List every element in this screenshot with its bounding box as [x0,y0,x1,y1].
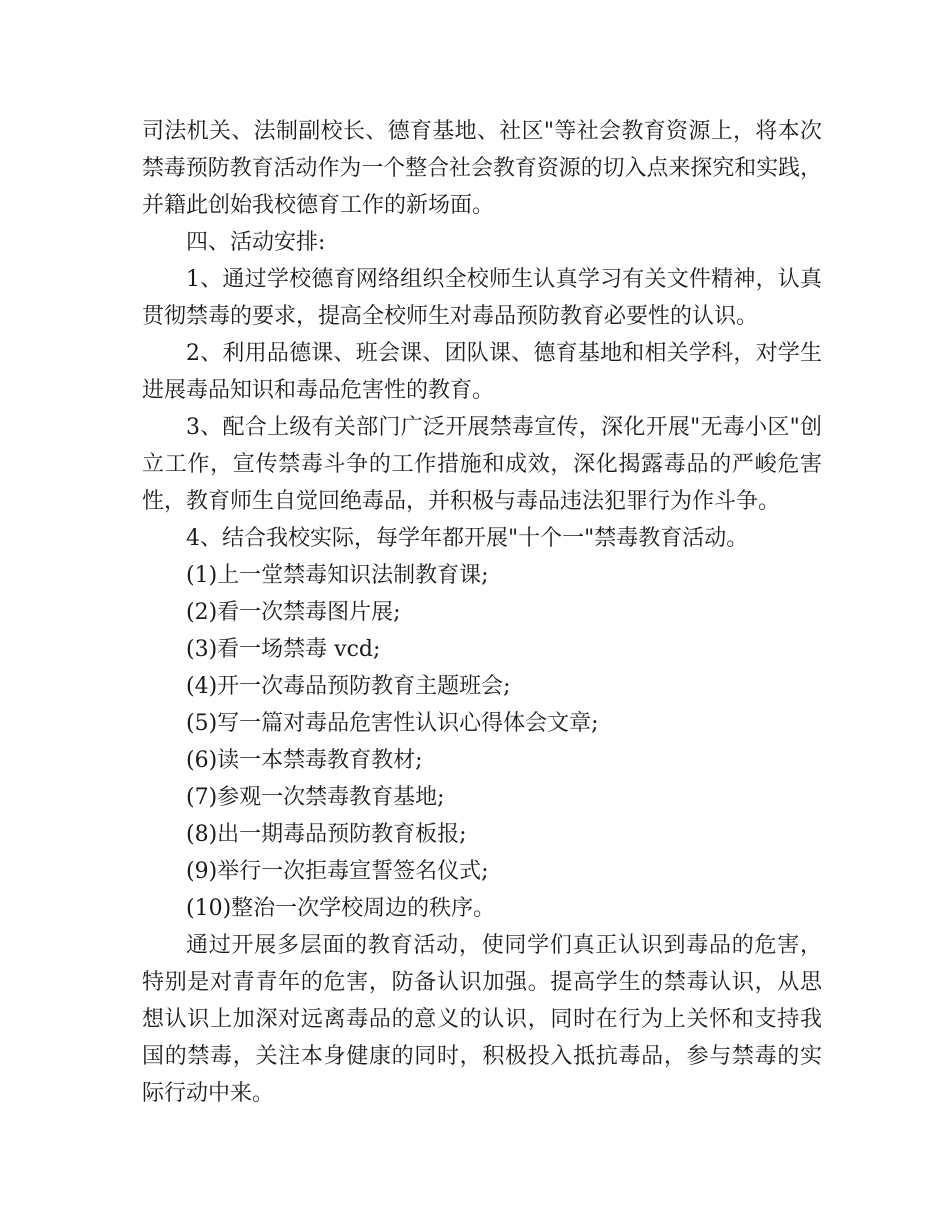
paragraph-line: 特别是对青青年的危害，防备认识加强。提高学生的禁毒认识，从思 [142,970,822,995]
sub-list-item: (1)上一堂禁毒知识法制教育课; [186,563,489,588]
section-heading: 四、活动安排: [186,230,326,255]
sub-list-item: (2)看一次禁毒图片展; [186,600,401,625]
sub-list-item: (4)开一次毒品预防教育主题班会; [186,674,511,699]
sub-list-item: (6)读一本禁毒教育教材; [186,748,423,773]
paragraph-line: 并籍此创始我校德育工作的新场面。 [142,193,495,218]
list-item-line: 1、通过学校德育网络组织全校师生认真学习有关文件精神，认真 [186,267,822,292]
list-item-line: 立工作，宣传禁毒斗争的工作措施和成效，深化揭露毒品的严峻危害 [142,452,822,477]
sub-list-item: (7)参观一次禁毒教育基地; [186,785,445,810]
sub-list-item: (3)看一场禁毒 vcd; [186,637,381,662]
paragraph-line: 通过开展多层面的教育活动，使同学们真正认识到毒品的危害， [186,933,822,958]
list-item-line: 贯彻禁毒的要求，提高全校师生对毒品预防教育必要性的认识。 [142,304,759,329]
sub-list-item: (9)举行一次拒毒宣誓签名仪式; [186,859,489,884]
list-item-line: 4、结合我校实际，每学年都开展"十个一"禁毒教育活动。 [186,526,749,551]
list-item-line: 进展毒品知识和毒品危害性的教育。 [142,378,495,403]
sub-list-item: (8)出一期毒品预防教育板报; [186,822,467,847]
list-item-line: 3、配合上级有关部门广泛开展禁毒宣传，深化开展"无毒小区"创 [186,415,822,440]
paragraph-line: 禁毒预防教育活动作为一个整合社会教育资源的切入点来探究和实践， [142,156,822,181]
paragraph-line: 想认识上加深对远离毒品的意义的认识，同时在行为上关怀和支持我 [142,1007,822,1032]
paragraph-line: 司法机关、法制副校长、德育基地、社区"等社会教育资源上，将本次 [142,119,822,144]
document-body [142,113,822,1112]
sub-list-item: (10)整治一次学校周边的秩序。 [186,896,496,921]
list-item-line: 性，教育师生自觉回绝毒品，并积极与毒品违法犯罪行为作斗争。 [142,489,781,514]
sub-list-item: (5)写一篇对毒品危害性认识心得体会文章; [186,711,599,736]
list-item-line: 2、利用品德课、班会课、团队课、德育基地和相关学科，对学生 [186,341,822,366]
paragraph-line: 国的禁毒，关注本身健康的同时，积极投入抵抗毒品，参与禁毒的实 [142,1044,822,1069]
paragraph-line: 际行动中来。 [142,1081,275,1106]
